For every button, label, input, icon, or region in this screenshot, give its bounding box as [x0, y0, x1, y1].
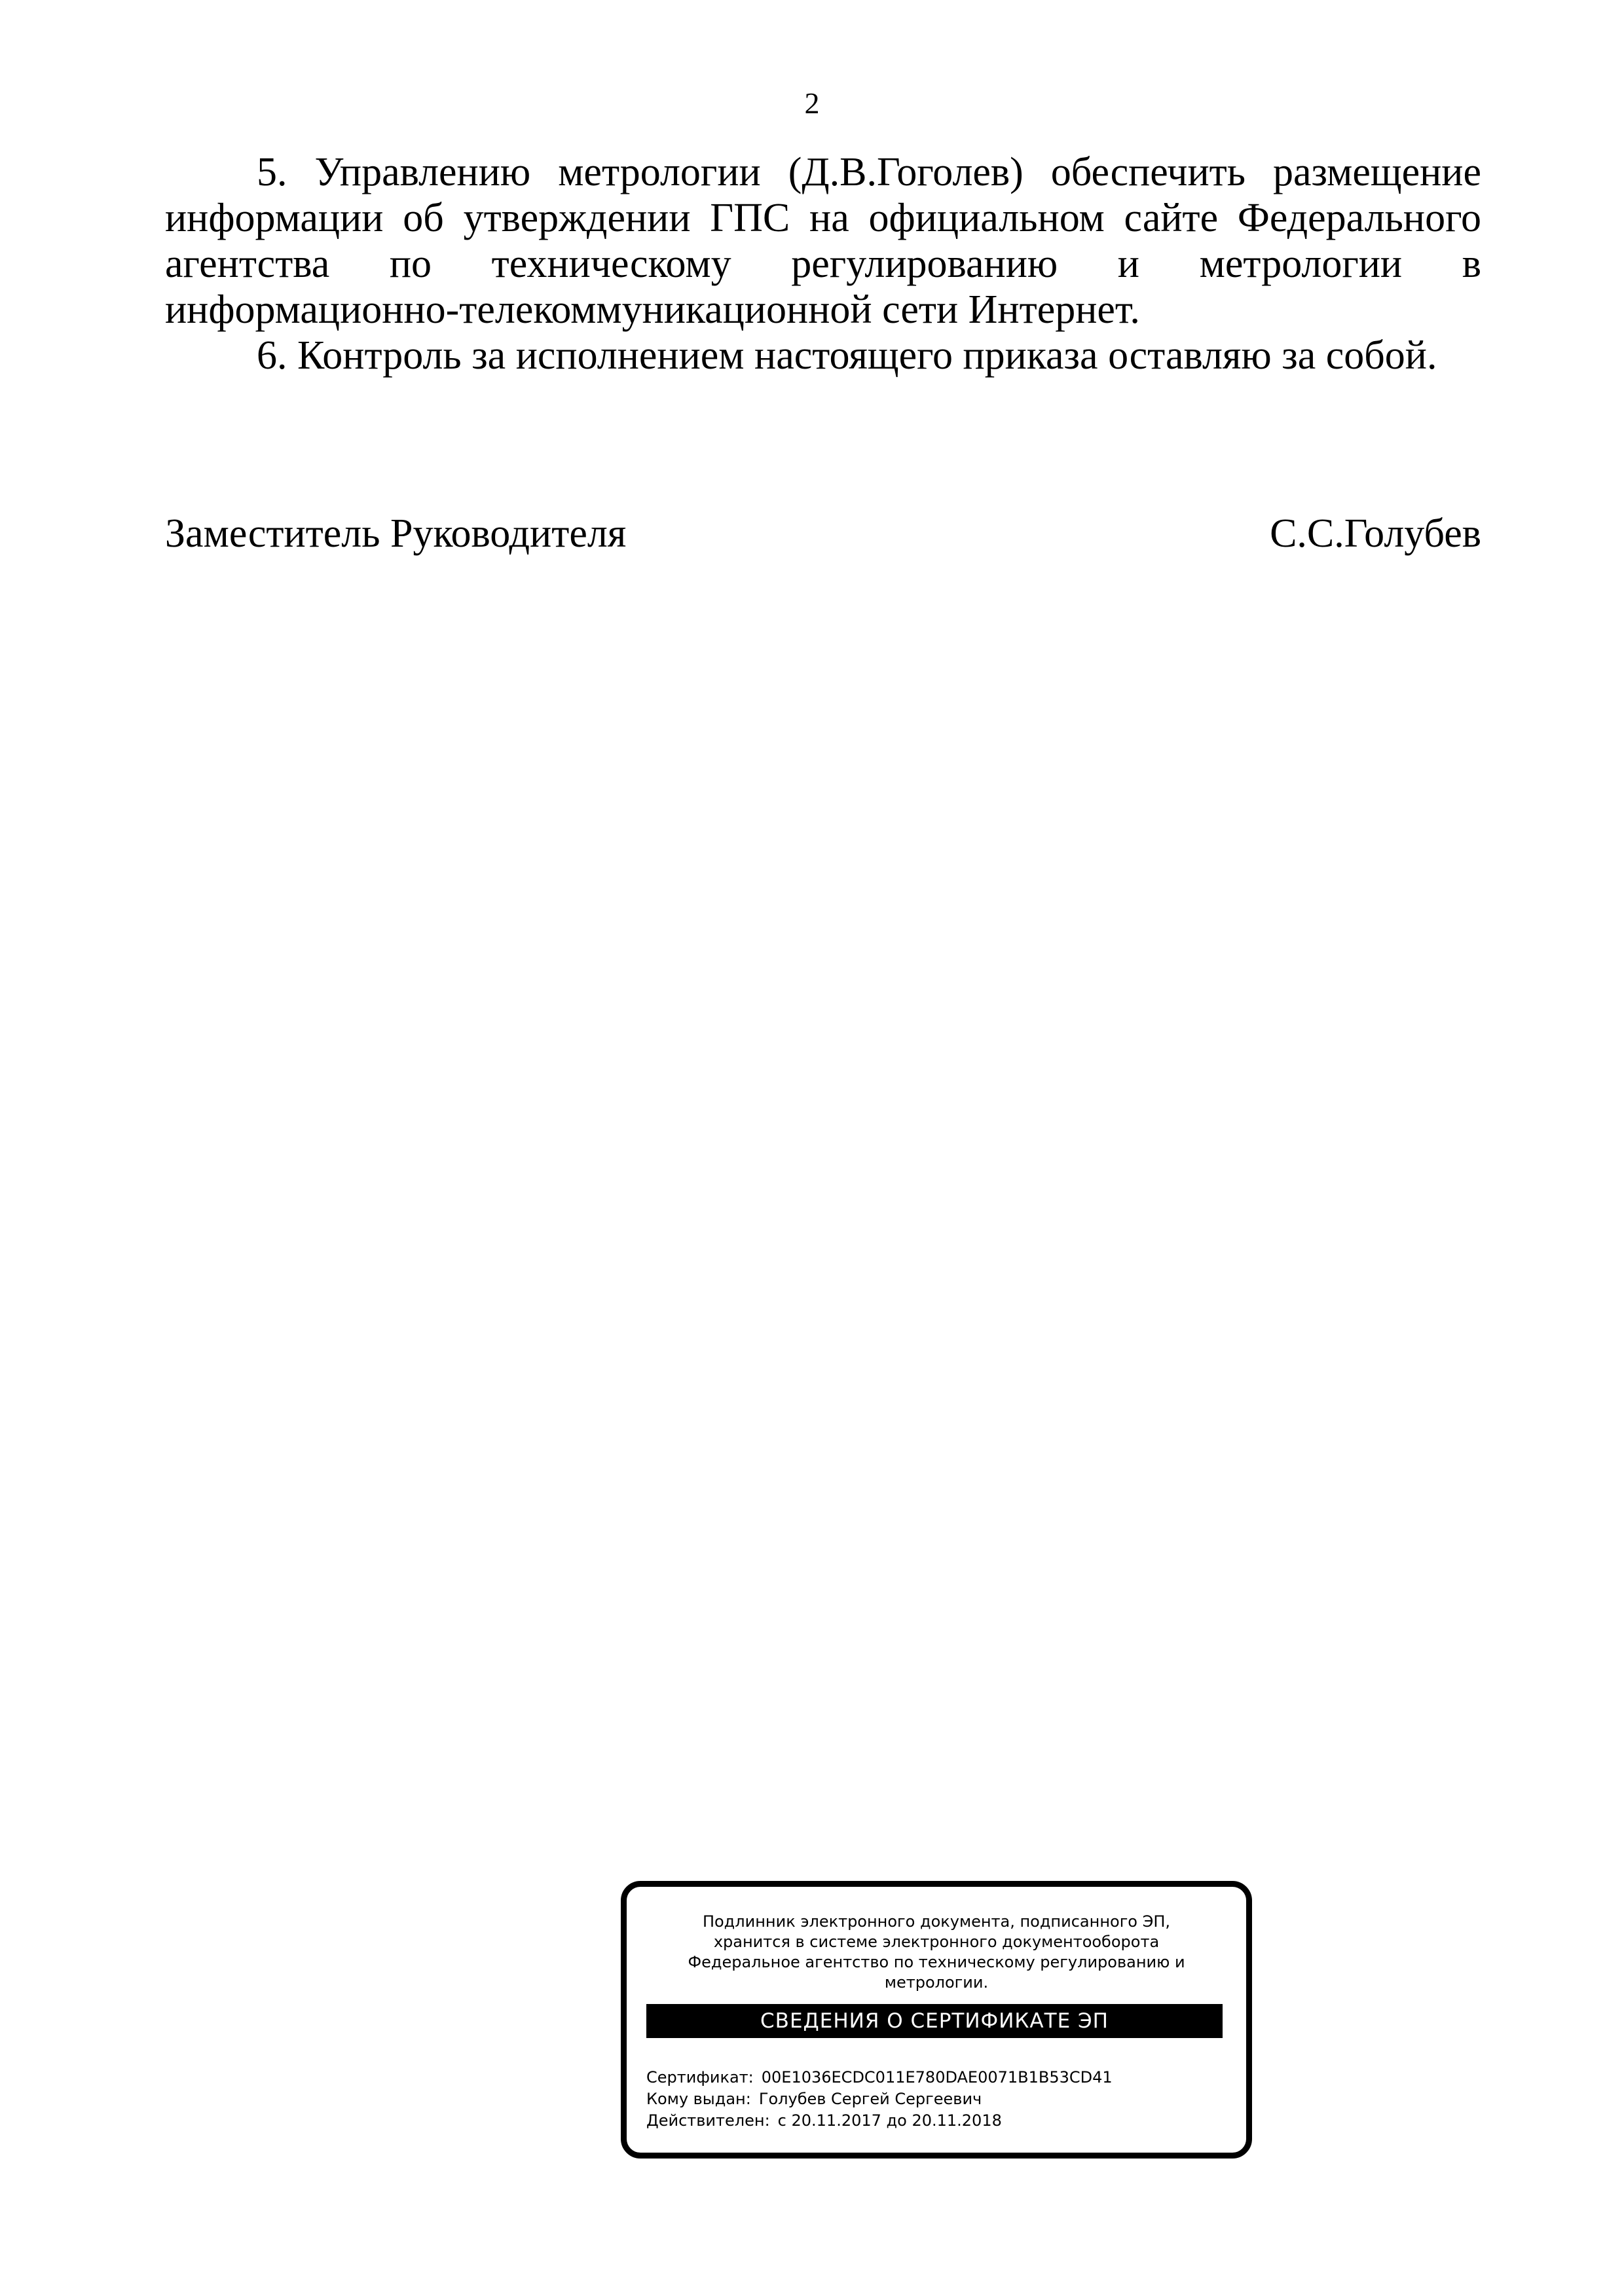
validity-row — [646, 2110, 1113, 2132]
stamp-header-line: Федеральное агентство по техническому регулированию и — [688, 1953, 1185, 1971]
paragraph-6: 6. Контроль за исполнением настоящего приказа оставляю за собой. — [257, 333, 1437, 378]
stamp-header — [640, 1912, 1233, 1993]
certificate-row — [646, 2067, 1113, 2088]
certificate-info-bar: СВЕДЕНИЯ О СЕРТИФИКАТЕ ЭП — [646, 2004, 1223, 2038]
signer-position: Заместитель Руководителя — [165, 511, 627, 556]
issued-to-label: Кому выдан: — [646, 2090, 751, 2108]
certificate-details — [646, 2067, 1113, 2132]
stamp-header-line: метрологии. — [884, 1973, 989, 1992]
issued-to-value: Голубев Сергей Сергеевич — [758, 2090, 982, 2108]
paragraph-5: 5. Управлению метрологии (Д.В.Гоголев) обеспечить размещение информации об утверждении ГПС на официальном сайте Федерального агентства по техническому регулированию и метрологии в информационно-телекоммуникационной сети Интернет. — [165, 150, 1481, 332]
signer-name: С.С.Голубев — [1270, 511, 1481, 556]
certificate-value: 00E1036ECDC011E780DAE0071B1B53CD41 — [761, 2068, 1113, 2086]
stamp-header-line: Подлинник электронного документа, подписанного ЭП, — [702, 1912, 1171, 1931]
certificate-label: Сертификат: — [646, 2068, 754, 2086]
electronic-signature-stamp — [621, 1881, 1252, 2159]
signature-block — [165, 511, 1481, 556]
document-body — [165, 149, 1481, 378]
stamp-header-line: хранится в системе электронного документооборота — [713, 1933, 1160, 1951]
validity-value: с 20.11.2017 до 20.11.2018 — [777, 2111, 1002, 2130]
issued-to-row — [646, 2088, 1113, 2110]
page-number: 2 — [804, 86, 820, 120]
validity-label: Действителен: — [646, 2111, 770, 2130]
